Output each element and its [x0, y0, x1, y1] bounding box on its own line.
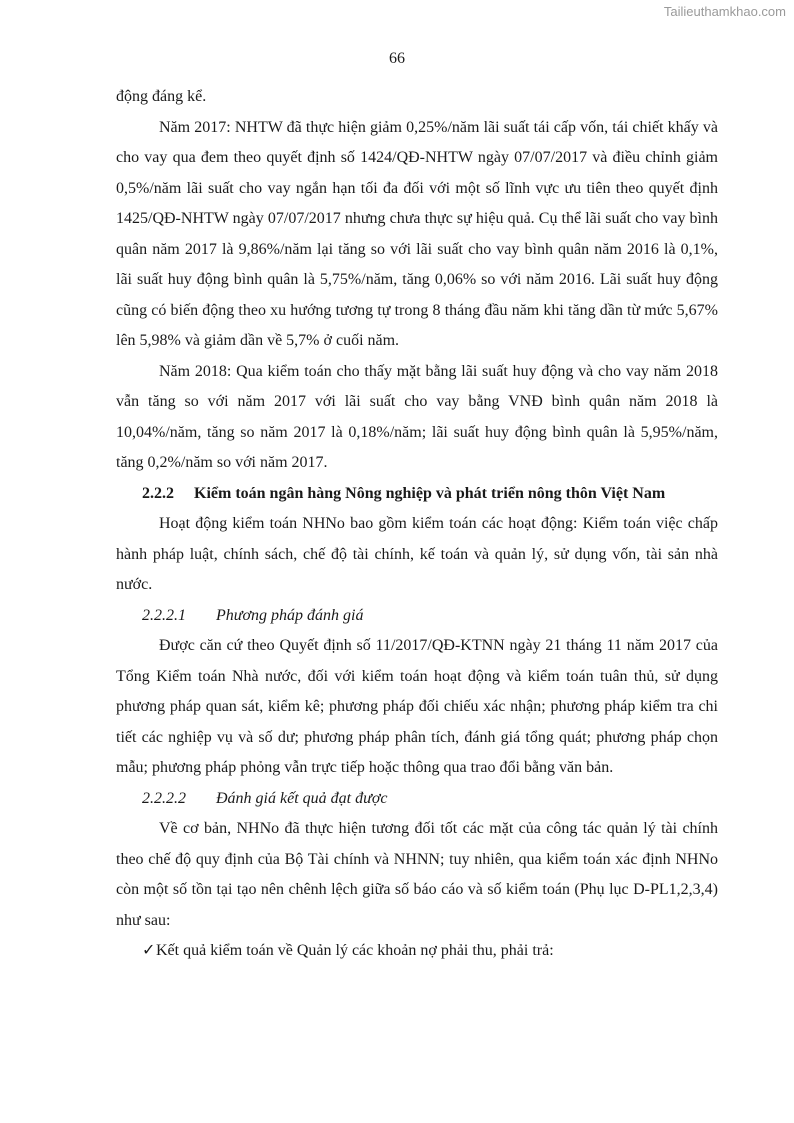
subsection-heading-2-2-2-2 [116, 784, 718, 815]
document-body [116, 82, 718, 967]
subsection-heading-2-2-2-1 [116, 601, 718, 632]
paragraph-2017: Năm 2017: NHTW đã thực hiện giảm 0,25%/năm lãi suất tái cấp vốn, tái chiết khấy và cho vay qua đem theo quyết định số 1424/QĐ-NHTW ngày 07/07/2017 và điều chỉnh giảm 0,5%/năm lãi suất cho vay ngắn hạn tối đa đối với một số lĩnh vực ưu tiên theo quyết định 1425/QĐ-NHTW ngày 07/07/2017 nhưng chưa thực sự hiệu quả. Cụ thể lãi suất cho vay bình quân năm 2017 là 9,86%/năm lại tăng so với lãi suất cho vay bình quân năm 2016 là 0,1%, lãi suất huy động bình quân là 5,75%/năm, tăng 0,06% so với năm 2016. Lãi suất huy động cũng có biến động theo xu hướng tương tự trong 8 tháng đầu năm khi tăng dần từ mức 5,67% lên 5,98% và giảm dần về 5,7% ở cuối năm. [116, 118, 718, 349]
subsection-title: Đánh giá kết quả đạt được [216, 789, 388, 807]
checklist-item [116, 936, 718, 967]
section-heading-2-2-2 [116, 479, 718, 510]
paragraph-methods: Được căn cứ theo Quyết định số 11/2017/QĐ-KTNN ngày 21 tháng 11 năm 2017 của Tổng Kiểm toán Nhà nước, đối với kiểm toán hoạt động và kiểm toán tuân thủ, sử dụng phương pháp quan sát, kiểm kê; phương pháp đối chiếu xác nhận; phương pháp kiểm tra chi tiết các nghiệp vụ và số dư; phương pháp phân tích, đánh giá tổng quát; phương pháp chọn mẫu; phương pháp phỏng vẫn trực tiếp hoặc thông qua trao đổi bằng văn bản. [116, 637, 718, 776]
paragraph-results: Về cơ bản, NHNo đã thực hiện tương đối tốt các mặt của công tác quản lý tài chính theo chế độ quy định của Bộ Tài chính và NHNN; tuy nhiên, qua kiểm toán xác định NHNo còn một số tồn tại tạo nên chênh lệch giữa số báo cáo và số kiểm toán (Phụ lục D-PL1,2,3,4) như sau: [116, 820, 718, 929]
paragraph-continuation: động đáng kể. [116, 88, 207, 105]
paragraph-2018: Năm 2018: Qua kiểm toán cho thấy mặt bằng lãi suất huy động và cho vay năm 2018 vẫn tăng so với năm 2017 với lãi suất cho vay bằng VNĐ bình quân năm 2018 là 10,04%/năm, tăng so năm 2017 là 0,18%/năm; lãi suất huy động bình quân là 5,95%/năm, tăng 0,2%/năm so với năm 2017. [116, 362, 718, 471]
checkmark-icon: ✓ [142, 942, 156, 959]
subsection-number: 2.2.2.1 [142, 606, 186, 624]
checklist-item-text: Kết quả kiểm toán về Quản lý các khoản nợ phải thu, phải trả: [156, 942, 554, 959]
section-number: 2.2.2 [142, 484, 174, 502]
paragraph-audit-scope: Hoạt động kiểm toán NHNo bao gồm kiểm toán các hoạt động: Kiểm toán việc chấp hành pháp luật, chính sách, chế độ tài chính, kế toán và quản lý, sử dụng vốn, tài sản nhà nước. [116, 515, 718, 593]
watermark: Tailieuthamkhao.com [663, 4, 786, 19]
subsection-number: 2.2.2.2 [142, 789, 186, 807]
section-title: Kiểm toán ngân hàng Nông nghiệp và phát triển nông thôn Việt Nam [194, 484, 666, 502]
subsection-title: Phương pháp đánh giá [216, 606, 364, 624]
page-number: 66 [389, 50, 405, 67]
